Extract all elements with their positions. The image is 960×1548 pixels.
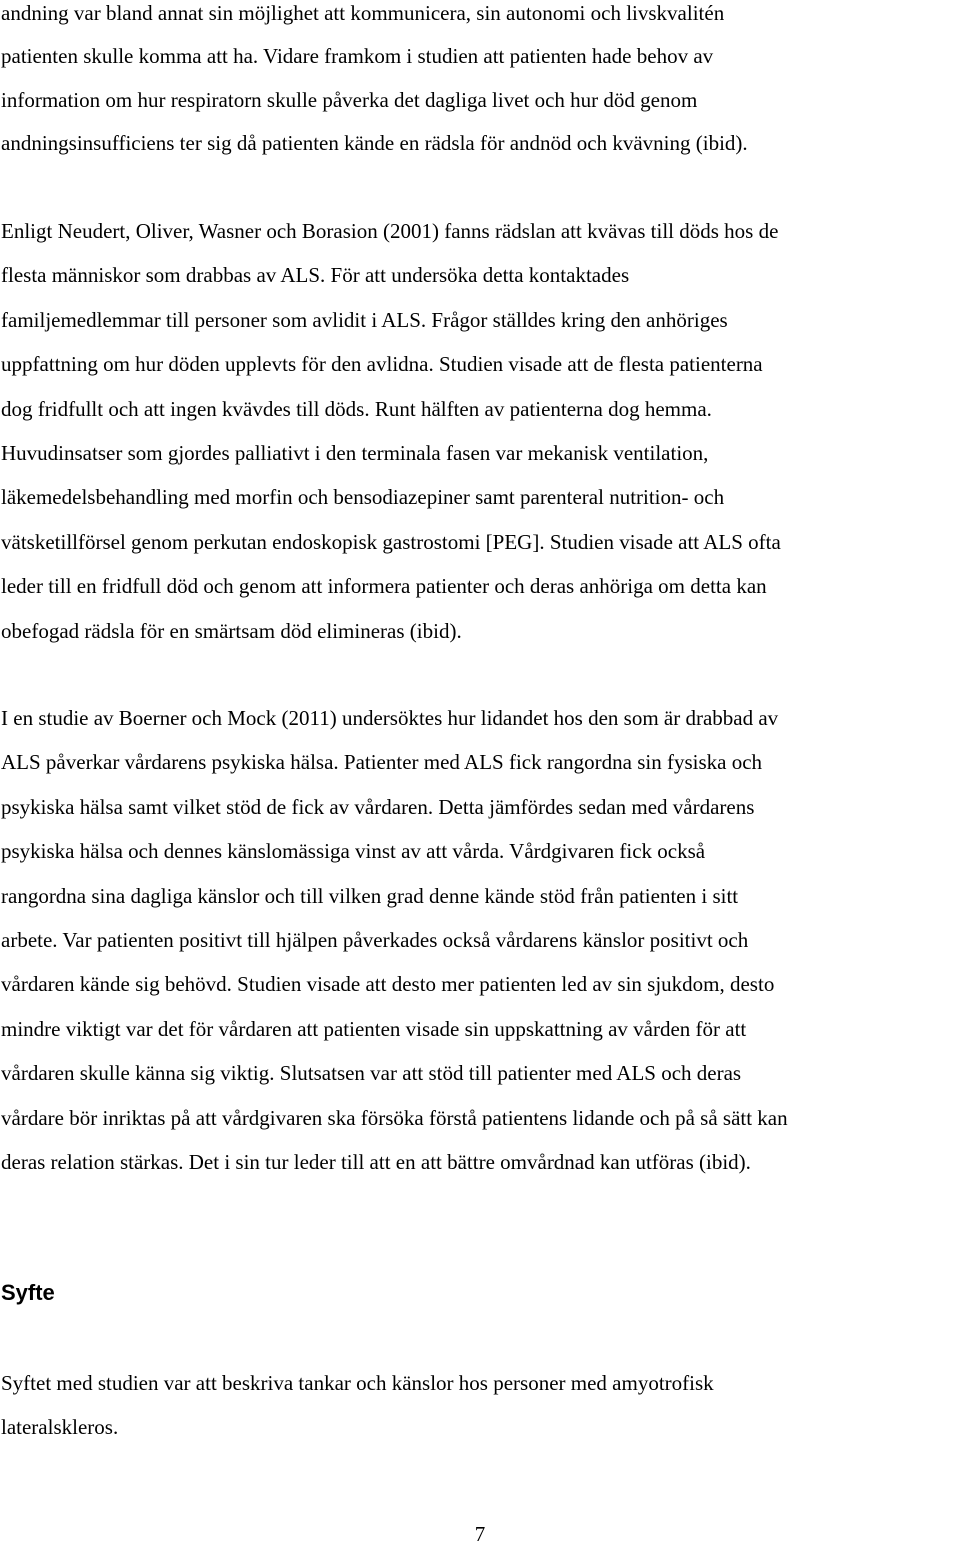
text-line: vårdaren skulle känna sig viktig. Slutsatsen var att stöd till patienter med ALS och deras: [1, 1061, 742, 1086]
text-line: Syftet med studien var att beskriva tankar och känslor hos personer med amyotrofisk: [1, 1371, 714, 1395]
text-line: dog fridfullt och att ingen kvävdes till döds. Runt hälften av patienterna dog hemma.: [1, 396, 712, 421]
text-line: vätsketillförsel genom perkutan endoskopisk gastrostomi [PEG]. Studien visade att ALS ofta: [1, 529, 781, 554]
text-line: ALS påverkar vårdarens psykiska hälsa. Patienter med ALS fick rangordna sin fysiska och: [1, 750, 763, 775]
text-line: flesta människor som drabbas av ALS. För att undersöka detta kontaktades: [1, 263, 630, 288]
text-line: vårdare bör inriktas på att vårdgivaren ska försöka förstå patientens lidande och på så sätt kan: [1, 1105, 788, 1130]
text-line: andningsinsufficiens ter sig då patienten kände en rädsla för andnöd och kvävning (ibid).: [1, 130, 748, 155]
text-line: andning var bland annat sin möjlighet att kommunicera, sin autonomi och livskvalitén: [1, 1, 725, 25]
text-line: arbete. Var patienten positivt till hjälpen påverkades också vårdarens känslor positivt och: [1, 927, 749, 952]
text-line: information om hur respiratorn skulle påverka det dagliga livet och hur död genom: [1, 87, 698, 112]
section-heading: Syfte: [1, 1280, 55, 1305]
paragraph-respirator-info: [1, 0, 959, 165]
text-line: leder till en fridfull död och genom att informera patienter och deras anhöriga om detta kan: [1, 574, 767, 599]
text-line: patienten skulle komma att ha. Vidare framkom i studien att patienten hade behov av: [1, 44, 714, 69]
text-line: mindre viktigt var det för vårdaren att patienten visade sin uppskattning av vården för att: [1, 1016, 747, 1041]
text-line: vårdaren kände sig behövd. Studien visade att desto mer patienten led av sin sjukdom, desto: [1, 972, 775, 997]
text-line: rangordna sina dagliga känslor och till vilken grad denne kände stöd från patienten i sitt: [1, 883, 739, 908]
text-line: Enligt Neudert, Oliver, Wasner och Borasion (2001) fanns rädslan att kvävas till döds hos de: [1, 219, 779, 243]
paragraph-boerner-study: [1, 696, 959, 1184]
text-line: deras relation stärkas. Det i sin tur leder till att en att bättre omvårdnad kan utföras (ibid).: [1, 1149, 751, 1174]
text-line: psykiska hälsa samt vilket stöd de fick av vårdaren. Detta jämfördes sedan med vårdarens: [1, 794, 755, 819]
text-line: läkemedelsbehandling med morfin och bensodiazepiner samt parenteral nutrition- och: [1, 485, 725, 510]
text-line: I en studie av Boerner och Mock (2011) undersöktes hur lidandet hos den som är drabbad av: [1, 706, 779, 730]
page-number: 7: [474, 1522, 486, 1546]
text-line: familjemedlemmar till personer som avlidit i ALS. Frågor ställdes kring den anhöriges: [1, 307, 728, 332]
text-line: psykiska hälsa och dennes känslomässiga vinst av att vårda. Vårdgivaren fick också: [1, 839, 706, 864]
text-line: lateralskleros.: [1, 1415, 119, 1440]
paragraph-purpose: [1, 1361, 959, 1450]
text-line: obefogad rädsla för en smärtsam död elimineras (ibid).: [1, 618, 462, 643]
paragraph-neudert-study: [1, 209, 959, 653]
text-line: Huvudinsatser som gjordes palliativt i den terminala fasen var mekanisk ventilation,: [1, 440, 709, 465]
text-line: uppfattning om hur döden upplevts för den avlidna. Studien visade att de flesta patienterna: [1, 352, 763, 377]
